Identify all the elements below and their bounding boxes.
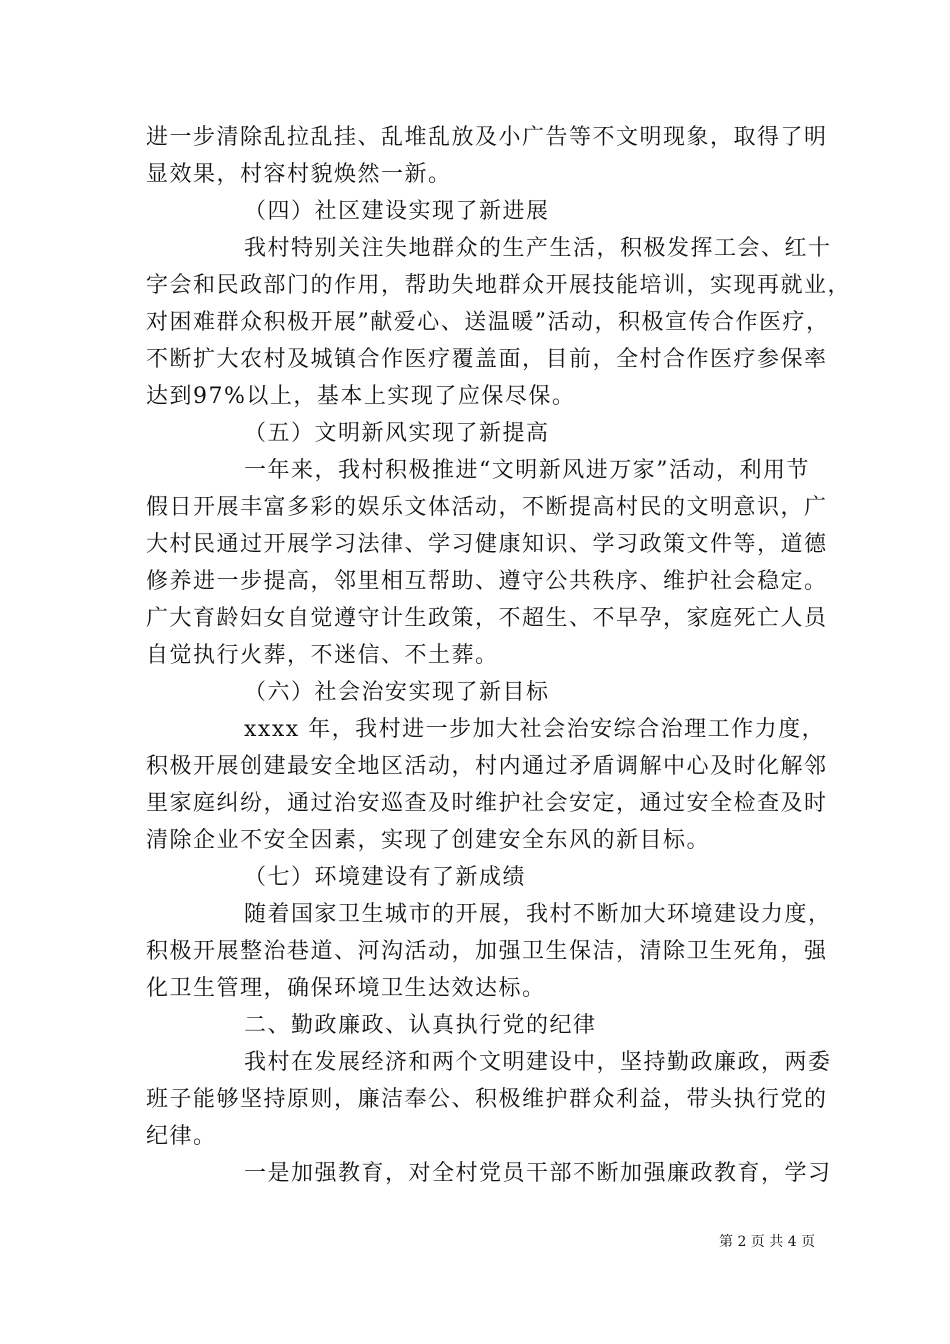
paragraph-line: 班子能够坚持原则，廉洁奉公、积极维护群众利益，带头执行党的 <box>146 1087 828 1112</box>
paragraph-line: 自觉执行火葬，不迷信、不土葬。 <box>146 643 499 668</box>
paragraph-line: 大村民通过开展学习法律、学习健康知识、学习政策文件等，道德 <box>146 532 828 557</box>
paragraph-line: 里家庭纠纷，通过治安巡查及时维护社会安定，通过安全检查及时 <box>146 791 828 816</box>
page-number: 第 2 页 共 4 页 <box>719 1234 816 1250</box>
section-heading: （六）社会治安实现了新目标 <box>244 680 550 705</box>
paragraph-line: 积极开展整治巷道、河沟活动，加强卫生保洁，清除卫生死角，强 <box>146 939 828 964</box>
paragraph-line: 清除企业不安全因素，实现了创建安全东风的新目标。 <box>146 828 711 853</box>
paragraph-line: 纪律。 <box>146 1124 217 1149</box>
section-heading: （七）环境建设有了新成绩 <box>244 865 527 890</box>
paragraph-line: 假日开展丰富多彩的娱乐文体活动，不断提高村民的文明意识，广 <box>146 495 828 520</box>
paragraph-line: 我村特别关注失地群众的生产生活，积极发挥工会、红十 <box>244 236 832 261</box>
paragraph-line: 化卫生管理，确保环境卫生达效达标。 <box>146 976 546 1001</box>
paragraph-line: 积极开展创建最安全地区活动，村内通过矛盾调解中心及时化解邻 <box>146 754 828 779</box>
paragraph-line: 达到97%以上，基本上实现了应保尽保。 <box>146 384 576 409</box>
paragraph-line: 进一步清除乱拉乱挂、乱堆乱放及小广告等不文明现象，取得了明 <box>146 125 828 150</box>
paragraph-line: 随着国家卫生城市的开展，我村不断加大环境建设力度， <box>244 902 832 927</box>
paragraph-line: 一是加强教育，对全村党员干部不断加强廉政教育，学习 <box>244 1161 832 1186</box>
paragraph-line: 修养进一步提高，邻里相互帮助、遵守公共秩序、维护社会稳定。 <box>146 569 828 594</box>
paragraph-line: 一年来，我村积极推进“文明新风进万家”活动，利用节 <box>244 458 810 483</box>
section-heading: 二、勤政廉政、认真执行党的纪律 <box>244 1013 597 1038</box>
paragraph-line: 字会和民政部门的作用，帮助失地群众开展技能培训，实现再就业， <box>146 273 852 298</box>
paragraph-line: 显效果，村容村貌焕然一新。 <box>146 162 452 187</box>
section-heading: （四）社区建设实现了新进展 <box>244 199 550 224</box>
paragraph-line: 对困难群众积极开展”献爱心、送温暖”活动，积极宣传合作医疗， <box>146 310 830 335</box>
section-heading: （五）文明新风实现了新提高 <box>244 421 550 446</box>
paragraph-line: 广大育龄妇女自觉遵守计生政策，不超生、不早孕，家庭死亡人员 <box>146 606 828 631</box>
paragraph-line: 不断扩大农村及城镇合作医疗覆盖面，目前，全村合作医疗参保率 <box>146 347 828 372</box>
paragraph-line: xxxx 年，我村进一步加大社会治安综合治理工作力度， <box>244 717 826 742</box>
paragraph-line: 我村在发展经济和两个文明建设中，坚持勤政廉政，两委 <box>244 1050 832 1075</box>
